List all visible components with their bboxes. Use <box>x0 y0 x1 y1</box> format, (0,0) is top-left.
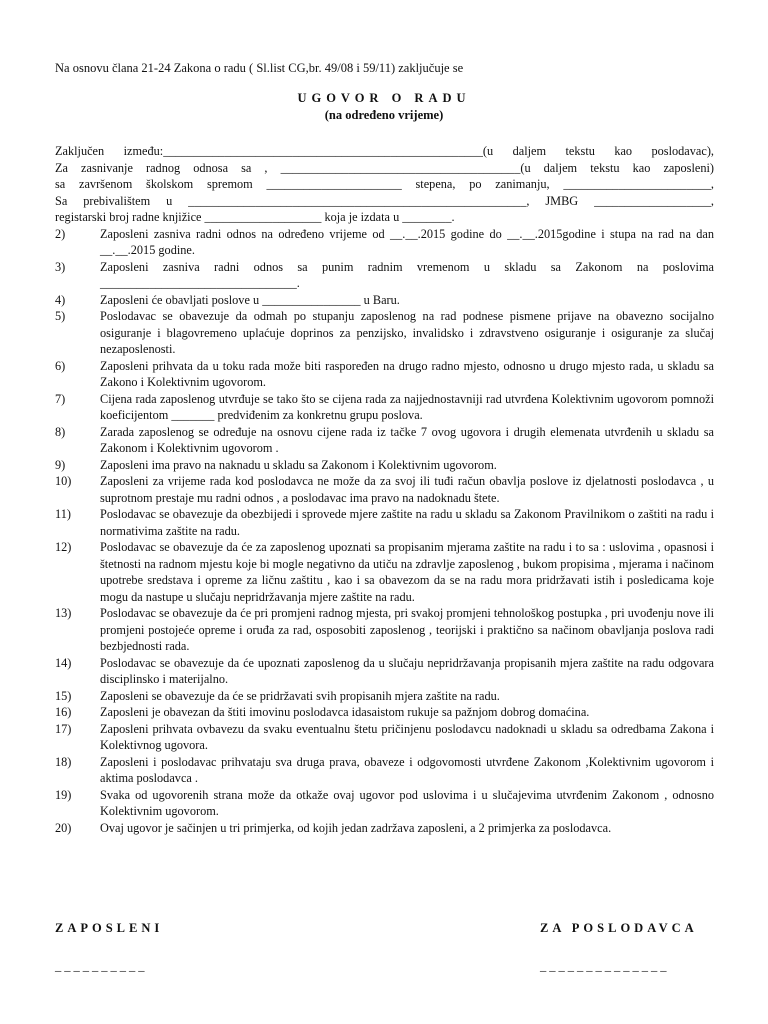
clause-5 <box>55 308 714 358</box>
clause-text: Poslodavac se obavezuje da će upoznati zaposlenog da u slučaju nepridržavanja propisanih mjera zaštite na radu odgovara disciplinsko i materijalno. <box>100 655 714 686</box>
employer-signature-label: ZA POSLODAVCA <box>540 921 698 935</box>
clause-number: 12) <box>55 540 72 554</box>
employee-signature-line: __________ <box>55 959 148 973</box>
clause-text: Zaposleni zasniva radni odnos na određeno vrijeme od __.__.2015 godine do __.__.2015godine i stupa na rad na dan __.__.2015 godine. <box>100 226 714 257</box>
clause-15 <box>55 688 714 705</box>
document-subtitle: (na određeno vrijeme) <box>324 108 444 122</box>
clause-text: Zaposleni prihvata da u toku rada može biti raspoređen na drugo radno mjesto, odnosno u drugo mjesto rada, u skladu sa Zakono i Kolektivnim ugovorom. <box>100 358 714 389</box>
clause-number: 15) <box>55 688 72 703</box>
clause-8 <box>55 424 714 457</box>
clause-10 <box>55 473 714 506</box>
clause-text: Poslodavac se obavezuje da će pri promjeni radnog mjesta, pri svakoj promjeni tehnološkog postupka , pri uvođenju nove ili promjeni postojeće opreme i oruđa za rad, osposobiti zaposlenog , teorijski i praktično sa načinom obavljanja poslova radi bezbjednosti rada. <box>100 606 714 653</box>
clause-text: Zaposleni je obavezan da štiti imovinu poslodavca idasaistom rukuje sa pažnjom dobrog domaćina. <box>100 705 590 719</box>
clause-number: 14) <box>55 655 72 670</box>
clause-20 <box>55 820 714 837</box>
clause-text: Zaposleni i poslodavac prihvataju sva druga prava, obaveze i odgovomosti utvrđene Zakonom ,Kolektivnim ugovorom i aktima poslodavca . <box>100 754 714 785</box>
party-line-education: sa završenom školskom spremom ______________________ stepena, po zanimanju, ________________________, <box>55 177 714 191</box>
clause-text: Poslodavac se obavezuje da će za zaposlenog upoznati sa propisanim mjerama zaštite na radu i to sa : uslovima , opasnosi i štetnosti na radnom mjestu koje bi mogle negativno da utiču na zdravlje zaposlenog , bukom propisima , mjerama i načinom upotrebe sredstava i opreme za ličnu zaštitu , kao i sa obavezom da se na radu mora pridržavati istih i posledicama koje mogu da nastupe u slučaju nepridržavanja mjere zaštite na radu. <box>100 540 714 604</box>
document-title: UGOVOR O RADU <box>297 91 471 105</box>
employer-signature-line: ______________ <box>540 959 670 973</box>
clause-16 <box>55 704 714 721</box>
clause-text: Zaposleni ima pravo na naknadu u skladu sa Zakonom i Kolektivnim ugovorom. <box>100 457 497 472</box>
clause-13 <box>55 605 714 655</box>
clause-text: Ovaj ugovor je sačinjen u tri primjerka, od kojih jedan zadržava zaposleni, a 2 primjerka za poslodavca. <box>100 820 612 835</box>
clause-11 <box>55 506 714 539</box>
intro-text: Na osnovu člana 21-24 Zakona o radu ( Sl.list CG,br. 49/08 i 59/11) zaključuje se <box>55 61 464 75</box>
clause-number: 16) <box>55 705 72 719</box>
clause-text: Poslodavac se obavezuje da odmah po stupanju zaposlenog na rad podnese pismene prijave na obavezno socijalno osiguranje i blagovremeno uplaćuje doprinos za penzijsko, invalidsko i zdravstveno osiguranje i osiguranje za slučaj nezaposlenosti. <box>100 309 714 356</box>
clause-number: 4) <box>55 292 66 307</box>
clause-number: 9) <box>55 457 66 472</box>
clause-4 <box>55 292 714 309</box>
employee-signature-label: ZAPOSLENI <box>55 921 164 935</box>
clause-text: Poslodavac se obavezuje da obezbijedi i sprovede mjere zaštite na radu u skladu sa Zakonom Pravilnikom o zaštiti na radu i normativima zaštite na radu. <box>100 507 714 538</box>
clause-text: Zaposleni prihvata ovbavezu da svaku eventualnu štetu pričinjenu poslodavcu nadoknadi u skladu sa odredbama Zakona i Kolektivnog ugovora. <box>100 721 714 752</box>
clause-2 <box>55 226 714 259</box>
clause-number: 20) <box>55 820 72 835</box>
clause-number: 13) <box>55 606 72 620</box>
clause-number: 3) <box>55 259 66 274</box>
party-line-workbook: registarski broj radne knjižice ___________________ koja je izdata u ________. <box>55 210 455 224</box>
clause-text: Cijena rada zaposlenog utvrđuje se tako što se cijena rada za najjednostavniji rad utvrđena Kolektivnim ugovorom pomnoži koeficijentom _______ predviđenim za konkretnu grupu poslova. <box>100 391 714 422</box>
clause-9 <box>55 457 714 474</box>
clause-number: 6) <box>55 358 66 373</box>
clause-number: 8) <box>55 424 66 439</box>
clause-14 <box>55 655 714 688</box>
clause-number: 2) <box>55 226 66 241</box>
clause-18 <box>55 754 714 787</box>
clause-19 <box>55 787 714 820</box>
contract-body <box>55 143 714 836</box>
party-line-employee: Za zasnivanje radnog odnosa sa , _______________________________________(u daljem tekstu kao zaposleni) <box>55 160 714 175</box>
clause-number: 10) <box>55 474 72 488</box>
clause-6 <box>55 358 714 391</box>
clause-7 <box>55 391 714 424</box>
clause-number: 19) <box>55 787 72 802</box>
clause-text: Svaka od ugovorenih strana može da otkaže ovaj ugovor pod uslovima i u slučajevima utvrđenim Zakonom , odnosno Kolektivnim ugovorom. <box>100 787 714 818</box>
clause-text: Zaposleni se obavezuje da će se pridržavati svih propisanih mjera zaštite na radu. <box>100 688 500 703</box>
clause-number: 11) <box>55 507 71 521</box>
clause-text: Zaposleni zasniva radni odnos sa punim radnim vremenom u skladu sa Zakonom na poslovima ________________________________. <box>100 259 714 290</box>
party-line-residence: Sa prebivalištem u _______________________________________________________, JMBG ___________________, <box>55 193 714 208</box>
clause-text: Zaposleni za vrijeme rada kod poslodavca ne može da za svoj ili tuđi račun obavlja poslove iz djelatnosti poslodavca , u suprotnom prestaje mu radni odnos , a poslodavac ima pravo na nadoknadu štete. <box>100 474 714 505</box>
clause-3 <box>55 259 714 292</box>
clause-number: 18) <box>55 754 72 769</box>
clause-text: Zaposleni će obavljati poslove u ________________ u Baru. <box>100 292 400 307</box>
clause-text: Zarada zaposlenog se određuje na osnovu cijene rada iz tačke 7 ovog ugovora i drugih elemenata utvrđenih u skladu sa Zakonom i Kolektivnim ugovorom . <box>100 424 714 455</box>
clause-number: 5) <box>55 309 66 323</box>
clause-17 <box>55 721 714 754</box>
clause-number: 7) <box>55 391 66 406</box>
clause-12 <box>55 539 714 605</box>
party-line-employer: Zaključen između:____________________________________________________(u daljem tekstu kao poslodavac), <box>55 144 714 158</box>
clause-number: 17) <box>55 721 72 736</box>
